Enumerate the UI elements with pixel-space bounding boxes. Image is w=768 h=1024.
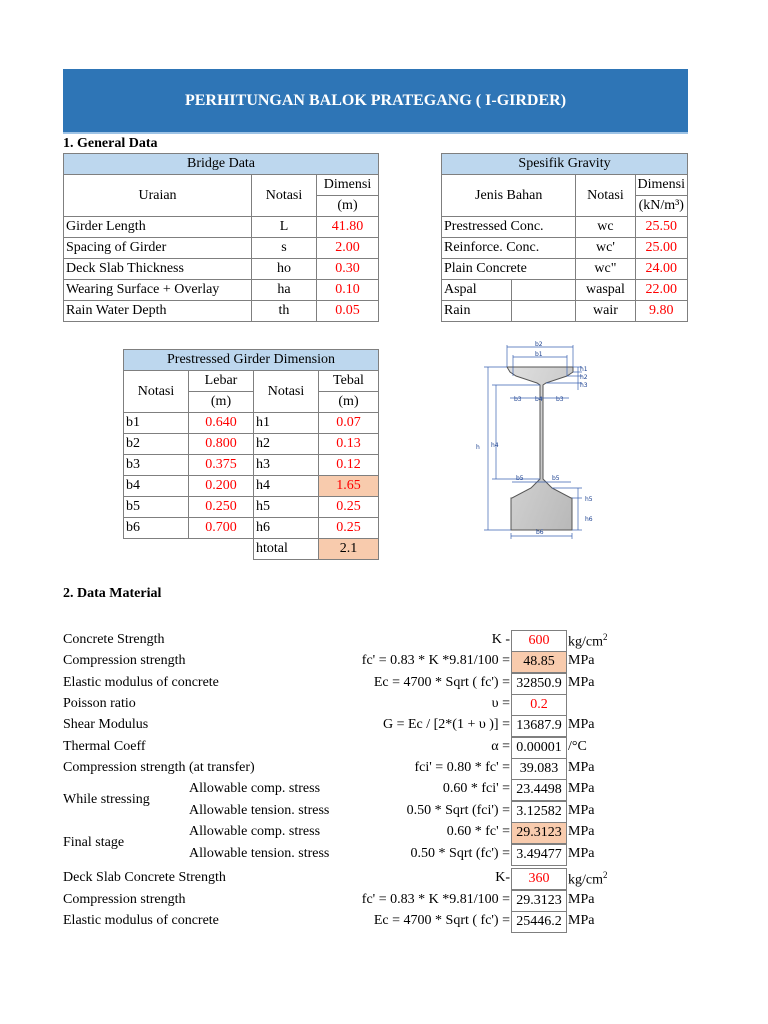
material-value: 25446.2 bbox=[511, 911, 567, 933]
material-value: 23.4498 bbox=[511, 779, 567, 801]
material-label: Final stage bbox=[63, 835, 125, 850]
material-formula: Ec = 4700 * Sqrt ( fc') = bbox=[373, 675, 510, 690]
material-label: Compression strength (at transfer) bbox=[63, 760, 255, 775]
material-value: 3.49477 bbox=[511, 844, 567, 866]
row-b: b2 bbox=[124, 434, 189, 455]
material-label: Poisson ratio bbox=[63, 696, 136, 711]
material-unit: $kg/cm^2$ bbox=[568, 870, 608, 888]
row-label: Rain bbox=[442, 301, 512, 322]
col-dimensi: Dimensi bbox=[635, 175, 687, 196]
material-label: Thermal Coeff bbox=[63, 739, 146, 754]
material-value: 13687.9 bbox=[511, 715, 567, 737]
row-bv[interactable]: 0.800 bbox=[189, 434, 254, 455]
material-formula: 0.50 * Sqrt (fci') = bbox=[406, 803, 510, 818]
row-bv[interactable]: 0.375 bbox=[189, 455, 254, 476]
row-h: h5 bbox=[254, 497, 319, 518]
material-value: 29.3123 bbox=[511, 890, 567, 912]
row-hv[interactable]: 0.25 bbox=[319, 518, 379, 539]
material-unit: MPa bbox=[568, 913, 595, 928]
row-notasi: s bbox=[252, 238, 317, 259]
material-unit: MPa bbox=[568, 675, 595, 690]
table-row bbox=[442, 259, 688, 280]
row-label: Deck Slab Thickness bbox=[64, 259, 252, 280]
table-row bbox=[124, 455, 379, 476]
col-notasi-b: Notasi bbox=[124, 371, 189, 413]
row-bv[interactable]: 0.250 bbox=[189, 497, 254, 518]
row-label: Prestressed Conc. bbox=[442, 217, 576, 238]
row-notasi: wc' bbox=[576, 238, 635, 259]
label-b2: b2 bbox=[535, 341, 543, 348]
material-label: Elastic modulus of concrete bbox=[63, 913, 219, 928]
table-row bbox=[64, 238, 379, 259]
material-label: Deck Slab Concrete Strength bbox=[63, 870, 226, 885]
material-value[interactable]: 600 bbox=[511, 630, 567, 652]
table-row bbox=[442, 238, 688, 259]
label-b5-left: b5 bbox=[516, 475, 524, 482]
material-formula: K - bbox=[491, 632, 510, 647]
section-data-material: 2. Data Material bbox=[63, 586, 162, 601]
material-formula: 0.50 * Sqrt (fc') = bbox=[410, 846, 510, 861]
row-notasi: wc" bbox=[576, 259, 635, 280]
htotal-value: 2.1 bbox=[319, 539, 379, 560]
bridge-data-caption: Bridge Data bbox=[64, 154, 379, 175]
row-hv[interactable]: 0.13 bbox=[319, 434, 379, 455]
row-value[interactable]: 41.80 bbox=[317, 217, 379, 238]
material-formula: Ec = 4700 * Sqrt ( fc') = bbox=[373, 913, 510, 928]
row-notasi: ho bbox=[252, 259, 317, 280]
label-h: h bbox=[476, 444, 480, 451]
material-label: Shear Modulus bbox=[63, 717, 149, 732]
row-label: Wearing Surface + Overlay bbox=[64, 280, 252, 301]
material-sublabel: Allowable comp. stress bbox=[189, 781, 321, 796]
row-notasi: wc bbox=[576, 217, 635, 238]
material-label: Concrete Strength bbox=[63, 632, 165, 647]
bridge-data-table bbox=[63, 153, 379, 322]
col-lebar: Lebar bbox=[189, 371, 254, 392]
material-unit: MPa bbox=[568, 803, 595, 818]
table-row bbox=[124, 497, 379, 518]
col-notasi-h: Notasi bbox=[254, 371, 319, 413]
row-value[interactable]: 25.50 bbox=[635, 217, 687, 238]
label-h1: h1 bbox=[580, 366, 588, 373]
girder-dimension-table bbox=[123, 349, 379, 560]
row-label: Aspal bbox=[442, 280, 512, 301]
i-girder-diagram bbox=[474, 341, 604, 541]
row-value[interactable]: 9.80 bbox=[635, 301, 687, 322]
material-formula: G = Ec / [2*(1 + υ )] = bbox=[382, 717, 510, 732]
row-h: h6 bbox=[254, 518, 319, 539]
row-notasi: th bbox=[252, 301, 317, 322]
material-value: 48.85 bbox=[511, 651, 567, 673]
col-uraian: Uraian bbox=[64, 175, 252, 217]
material-formula: α = bbox=[491, 739, 510, 754]
material-formula: K- bbox=[495, 870, 510, 885]
row-notasi: ha bbox=[252, 280, 317, 301]
label-h5: h5 bbox=[585, 496, 593, 503]
material-formula: fc' = 0.83 * K *9.81/100 = bbox=[361, 892, 510, 907]
table-row bbox=[64, 217, 379, 238]
row-label: Rain Water Depth bbox=[64, 301, 252, 322]
table-row bbox=[124, 434, 379, 455]
col-notasi: Notasi bbox=[252, 175, 317, 217]
material-unit: MPa bbox=[568, 717, 595, 732]
material-value: 29.3123 bbox=[511, 822, 567, 844]
material-unit: MPa bbox=[568, 892, 595, 907]
section-general-data: 1. General Data bbox=[63, 136, 158, 151]
girder-shape bbox=[507, 367, 573, 530]
material-formula: fc' = 0.83 * K *9.81/100 = bbox=[361, 653, 510, 668]
label-h4: h4 bbox=[491, 442, 499, 449]
material-unit: $kg/cm^2$ bbox=[568, 632, 608, 650]
material-unit: MPa bbox=[568, 846, 595, 861]
col-tebal: Tebal bbox=[319, 371, 379, 392]
table-row bbox=[442, 217, 688, 238]
material-unit: /°C bbox=[568, 739, 587, 754]
row-hv[interactable]: 0.25 bbox=[319, 497, 379, 518]
material-formula: 0.60 * fci' = bbox=[442, 781, 510, 796]
row-value[interactable]: 0.10 bbox=[317, 280, 379, 301]
col-unit: (m) bbox=[317, 196, 379, 217]
table-row bbox=[64, 259, 379, 280]
label-h2: h2 bbox=[580, 374, 588, 381]
material-unit: MPa bbox=[568, 760, 595, 775]
table-row bbox=[124, 518, 379, 539]
material-label: Compression strength bbox=[63, 653, 186, 668]
table-row bbox=[64, 280, 379, 301]
row-label: Girder Length bbox=[64, 217, 252, 238]
label-h3: h3 bbox=[580, 382, 588, 389]
girder-caption: Prestressed Girder Dimension bbox=[124, 350, 379, 371]
row-value[interactable]: 24.00 bbox=[635, 259, 687, 280]
material-value[interactable]: 0.2 bbox=[511, 694, 567, 716]
htotal-label: htotal bbox=[254, 539, 319, 560]
row-b: b5 bbox=[124, 497, 189, 518]
label-b5-right: b5 bbox=[552, 475, 560, 482]
table-row bbox=[442, 280, 688, 301]
gravity-table bbox=[441, 153, 688, 322]
material-value: 32850.9 bbox=[511, 673, 567, 695]
page-title: PERHITUNGAN BALOK PRATEGANG ( I-GIRDER) bbox=[63, 69, 688, 134]
row-notasi: L bbox=[252, 217, 317, 238]
row-label: Plain Concrete bbox=[442, 259, 576, 280]
row-label: Reinforce. Conc. bbox=[442, 238, 576, 259]
row-bv[interactable]: 0.200 bbox=[189, 476, 254, 497]
material-sublabel: Allowable tension. stress bbox=[189, 846, 330, 861]
row-label: Spacing of Girder bbox=[64, 238, 252, 259]
material-sublabel: Allowable comp. stress bbox=[189, 824, 321, 839]
row-h: h1 bbox=[254, 413, 319, 434]
row-h: h3 bbox=[254, 455, 319, 476]
row-hv[interactable]: 0.12 bbox=[319, 455, 379, 476]
col-notasi: Notasi bbox=[576, 175, 635, 217]
row-value[interactable]: 2.00 bbox=[317, 238, 379, 259]
row-h: h2 bbox=[254, 434, 319, 455]
material-value: 3.12582 bbox=[511, 801, 567, 823]
row-b: b3 bbox=[124, 455, 189, 476]
row-b: b4 bbox=[124, 476, 189, 497]
row-value[interactable]: 0.30 bbox=[317, 259, 379, 280]
row-hv-computed: 1.65 bbox=[319, 476, 379, 497]
row-bv[interactable]: 0.640 bbox=[189, 413, 254, 434]
material-label: Compression strength bbox=[63, 892, 186, 907]
material-unit: MPa bbox=[568, 653, 595, 668]
gravity-caption: Spesifik Gravity bbox=[442, 154, 688, 175]
material-value: 0.00001 bbox=[511, 737, 567, 759]
material-unit: MPa bbox=[568, 781, 595, 796]
row-notasi: wair bbox=[576, 301, 635, 322]
label-b3-right: b3 bbox=[556, 396, 564, 403]
table-row bbox=[124, 413, 379, 434]
table-row bbox=[124, 476, 379, 497]
table-row bbox=[124, 539, 379, 560]
label-b1: b1 bbox=[535, 351, 543, 358]
col-unit: (kN/m³) bbox=[635, 196, 687, 217]
material-label: While stressing bbox=[63, 792, 150, 807]
material-label: Elastic modulus of concrete bbox=[63, 675, 219, 690]
material-formula: υ = bbox=[491, 696, 510, 711]
label-b3-left: b3 bbox=[514, 396, 522, 403]
row-b: b1 bbox=[124, 413, 189, 434]
col-unit-tebal: (m) bbox=[319, 392, 379, 413]
material-sublabel: Allowable tension. stress bbox=[189, 803, 330, 818]
row-b: b6 bbox=[124, 518, 189, 539]
material-value[interactable]: 360 bbox=[511, 868, 567, 890]
row-empty bbox=[512, 301, 576, 322]
row-value[interactable]: 0.05 bbox=[317, 301, 379, 322]
material-formula: 0.60 * fc' = bbox=[446, 824, 510, 839]
label-b6: b6 bbox=[536, 529, 544, 536]
row-value[interactable]: 22.00 bbox=[635, 280, 687, 301]
col-dimensi: Dimensi bbox=[317, 175, 379, 196]
col-unit-lebar: (m) bbox=[189, 392, 254, 413]
material-value: 39.083 bbox=[511, 758, 567, 780]
table-row bbox=[64, 301, 379, 322]
table-row bbox=[442, 301, 688, 322]
row-hv[interactable]: 0.07 bbox=[319, 413, 379, 434]
label-b4: b4 bbox=[535, 396, 543, 403]
row-h: h4 bbox=[254, 476, 319, 497]
label-h6: h6 bbox=[585, 516, 593, 523]
row-notasi: waspal bbox=[576, 280, 635, 301]
row-value[interactable]: 25.00 bbox=[635, 238, 687, 259]
material-unit: MPa bbox=[568, 824, 595, 839]
row-empty bbox=[512, 280, 576, 301]
row-bv[interactable]: 0.700 bbox=[189, 518, 254, 539]
col-jenis: Jenis Bahan bbox=[442, 175, 576, 217]
material-formula: fci' = 0.80 * fc' = bbox=[414, 760, 510, 775]
